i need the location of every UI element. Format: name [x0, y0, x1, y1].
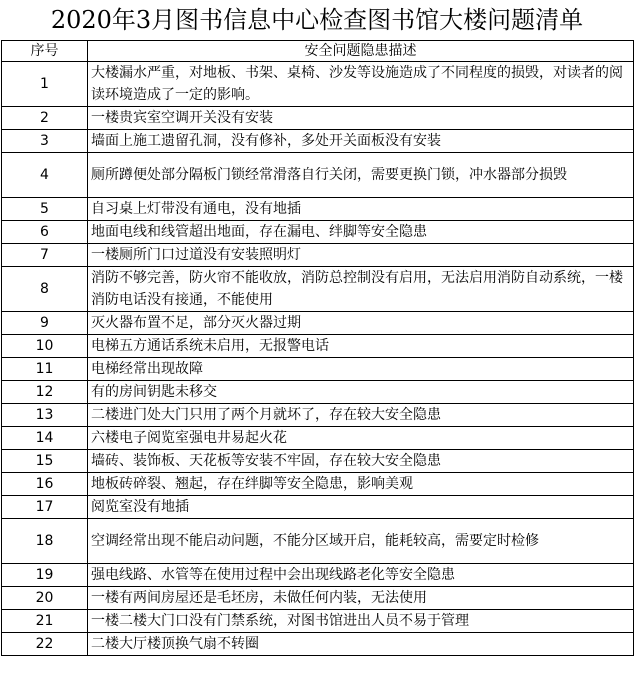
row-index[interactable]: 2 — [2, 107, 88, 130]
table-row — [2, 519, 634, 564]
row-description[interactable]: 厕所蹲便处部分隔板门锁经常滑落自行关闭，需要更换门锁，冲水器部分损毁 — [88, 153, 634, 198]
row-index[interactable]: 19 — [2, 564, 88, 587]
row-description[interactable]: 墙面上施工遗留孔洞，没有修补，多处开关面板没有安装 — [88, 130, 634, 153]
row-index[interactable]: 11 — [2, 358, 88, 381]
table-row — [2, 335, 634, 358]
table-row — [2, 381, 634, 404]
row-description[interactable]: 灭火器布置不足，部分灭火器过期 — [88, 312, 634, 335]
row-index[interactable]: 21 — [2, 610, 88, 633]
table-row — [2, 404, 634, 427]
row-index[interactable]: 13 — [2, 404, 88, 427]
row-description[interactable]: 大楼漏水严重，对地板、书架、桌椅、沙发等设施造成了不同程度的损毁，对读者的阅读环境造成了一定的影响。 — [88, 62, 634, 107]
row-description[interactable]: 地面电线和线管超出地面，存在漏电、绊脚等安全隐患 — [88, 221, 634, 244]
row-index[interactable]: 10 — [2, 335, 88, 358]
table-row — [2, 267, 634, 312]
table-row — [2, 221, 634, 244]
row-index[interactable]: 4 — [2, 153, 88, 198]
table-row — [2, 198, 634, 221]
row-description[interactable]: 墙砖、装饰板、天花板等安装不牢固，存在较大安全隐患 — [88, 450, 634, 473]
row-description[interactable]: 六楼电子阅览室强电井易起火花 — [88, 427, 634, 450]
row-index[interactable]: 20 — [2, 587, 88, 610]
row-description[interactable]: 消防不够完善，防火帘不能收放，消防总控制没有启用，无法启用消防自动系统，一楼消防电话没有接通，不能使用 — [88, 267, 634, 312]
table-row — [2, 496, 634, 519]
row-description[interactable]: 一楼厕所门口过道没有安装照明灯 — [88, 244, 634, 267]
sheet-title: 2020年3月图书信息中心检查图书馆大楼问题清单 — [50, 6, 584, 34]
row-index[interactable]: 1 — [2, 62, 88, 107]
row-index[interactable]: 12 — [2, 381, 88, 404]
table-row — [2, 473, 634, 496]
table-row — [2, 130, 634, 153]
header-description: 安全问题隐患描述 — [88, 41, 634, 62]
row-description[interactable]: 一楼二楼大门口没有门禁系统，对图书馆进出人员不易于管理 — [88, 610, 634, 633]
row-description[interactable]: 一楼贵宾室空调开关没有安装 — [88, 107, 634, 130]
row-description[interactable]: 电梯五方通话系统未启用，无报警电话 — [88, 335, 634, 358]
table-row — [2, 587, 634, 610]
row-description[interactable]: 一楼有两间房屋还是毛坯房，未做任何内装，无法使用 — [88, 587, 634, 610]
table-row — [2, 564, 634, 587]
table-row — [2, 610, 634, 633]
row-description[interactable]: 阅览室没有地插 — [88, 496, 634, 519]
row-index[interactable]: 22 — [2, 633, 88, 656]
row-index[interactable]: 7 — [2, 244, 88, 267]
table-row — [2, 153, 634, 198]
row-index[interactable]: 6 — [2, 221, 88, 244]
row-index[interactable]: 16 — [2, 473, 88, 496]
row-description[interactable]: 自习桌上灯带没有通电，没有地插 — [88, 198, 634, 221]
table-row — [2, 244, 634, 267]
table-row — [2, 358, 634, 381]
row-description[interactable]: 强电线路、水管等在使用过程中会出现线路老化等安全隐患 — [88, 564, 634, 587]
row-index[interactable]: 18 — [2, 519, 88, 564]
row-description[interactable]: 二楼大厅楼顶换气扇不转圈 — [88, 633, 634, 656]
row-index[interactable]: 5 — [2, 198, 88, 221]
row-index[interactable]: 17 — [2, 496, 88, 519]
row-index[interactable]: 9 — [2, 312, 88, 335]
table-row — [2, 107, 634, 130]
row-description[interactable]: 有的房间钥匙未移交 — [88, 381, 634, 404]
header-index: 序号 — [2, 41, 88, 62]
table-row — [2, 62, 634, 107]
row-index[interactable]: 14 — [2, 427, 88, 450]
row-index[interactable]: 8 — [2, 267, 88, 312]
row-description[interactable]: 二楼进门处大门只用了两个月就坏了，存在较大安全隐患 — [88, 404, 634, 427]
header-row — [2, 41, 634, 62]
row-description[interactable]: 地板砖碎裂、翘起，存在绊脚等安全隐患，影响美观 — [88, 473, 634, 496]
table-body — [2, 62, 634, 656]
row-description[interactable]: 电梯经常出现故障 — [88, 358, 634, 381]
table-row — [2, 312, 634, 335]
row-index[interactable]: 3 — [2, 130, 88, 153]
table-row — [2, 427, 634, 450]
table-row — [2, 450, 634, 473]
issue-table — [1, 40, 634, 656]
table-row — [2, 633, 634, 656]
row-index[interactable]: 15 — [2, 450, 88, 473]
row-description[interactable]: 空调经常出现不能启动问题，不能分区域开启，能耗较高，需要定时检修 — [88, 519, 634, 564]
